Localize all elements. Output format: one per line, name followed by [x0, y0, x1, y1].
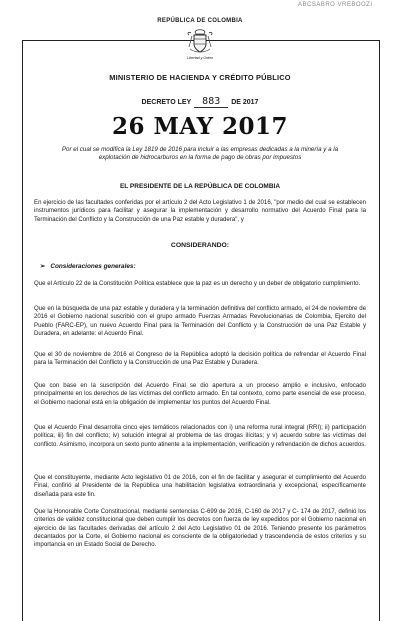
decree-subtitle: Por el cual se modifica la Ley 1819 de 2016 para incluir a las empresas dedicadas a la minería y a la explotación de hidrocarburos en la forma de pago de obras por impuestos: [61, 146, 339, 161]
paragraph: Que el constituyente, mediante Acto legislativo 01 de 2016, con el fin de facilitar y asegurar el cumplimiento del Acuerdo Final, confirió al Presidente de la República una habilitación legislativa extraordinaria y excepcional, específicamente diseñada para este fin.: [34, 474, 366, 498]
decree-line: [0, 96, 400, 108]
coat-of-arms-icon: [186, 27, 214, 55]
intro-paragraph: En ejercicio de las facultades conferidas por el artículo 2 del Acto Legislativo 1 de 2016, "por medio del cual se establecen instrumentos jurídicos para facilitar y asegurar la implementación y desarrollo normativo del Acuerdo Final para la Terminación del Conflicto y la Construcción de una Paz estable y duradera", y: [34, 199, 366, 223]
considering-title: CONSIDERANDO:: [170, 242, 230, 249]
general-heading-label: Consideraciones generales:: [50, 263, 136, 270]
registry-stamp: ABCSABRO VREBOOZI: [298, 2, 373, 8]
paragraph: Que el Acuerdo Final desarrolla cinco ejes temáticos relacionados con i) una reforma rural integral (RRI); ii) participación política; iii) fin del conflicto; iv) solución integral al problema de las drogas ilícitas; y v) acuerdo sobre las víctimas del conflicto. Asimismo, incorpora un sexto punto atinente a la implementación, verificación y refrendación de dichos acuerdos.: [34, 424, 366, 448]
paragraph: Que en la búsqueda de una paz estable y duradera y la terminación definitiva del conflicto armado, el 24 de noviembre de 2016 el Gobierno nacional suscribió con el grupo armado Fuerzas Armadas Revolucionarias de Colombia, Ejercito del Pueblo (FARC-EP), un nuevo Acuerdo Final para la Terminación del Conflicto y la Construcción de una Paz Estable y Duradera, en adelante: el Acuerdo Final.: [34, 305, 366, 337]
decree-number: 883: [194, 96, 228, 108]
date-stamp: 26 MAY 2017: [111, 113, 289, 140]
arrow-bullet-icon: ➢: [40, 263, 46, 270]
motto: Libertad y Orden: [186, 56, 214, 60]
paragraph: Que el Artículo 22 de la Constitución Política establece que la paz es un derecho y un deber de obligatorio cumplimiento.: [34, 280, 361, 287]
ministry-title: MINISTERIO DE HACIENDA Y CRÉDITO PÚBLICO: [109, 73, 291, 82]
president-heading: EL PRESIDENTE DE LA REPÚBLICA DE COLOMBIA: [119, 183, 281, 190]
paragraph: Que la Honorable Corte Constitucional, mediante sentencias C-699 de 2016, C-160 de 2017 y C- 174 de 2017, definió los criterios de validez constitucional que deben cumplir los decretos con fuerza de ley expedidos por el Gobierno nacional en ejercicio de las facultades derivadas del artículo 2 del Acto Legislativo 01 de 2016. Teniendo presente los parámetros decantados por la Corte, el Gobierno nacional es consciente de la obligatoriedad y trascendencia de estos criterios y su importancia en un Estado Social de Derecho.: [34, 508, 366, 549]
republic-heading: REPÚBLICA DE COLOMBIA: [157, 18, 243, 24]
decree-label: DECRETO LEY: [141, 99, 192, 106]
paragraph: Que el 30 de noviembre de 2016 el Congreso de la República adoptó la decisión política de refrendar el Acuerdo Final para la Terminación del Conflicto y la Construcción de una Paz Estable y Duradera.: [34, 351, 366, 367]
general-considerations-heading: [40, 262, 136, 270]
paragraph: Que con base en la suscripción del Acuerdo Final se dio apertura a un proceso amplio e inclusivo, enfocado principalmente en los derechos de las víctimas del conflicto armado. En tal contexto, como parte esencial de ese proceso, el Gobierno nacional está en la obligación de implementar los puntos del Acuerdo Final.: [34, 382, 366, 406]
decree-year: DE 2017: [231, 99, 259, 106]
